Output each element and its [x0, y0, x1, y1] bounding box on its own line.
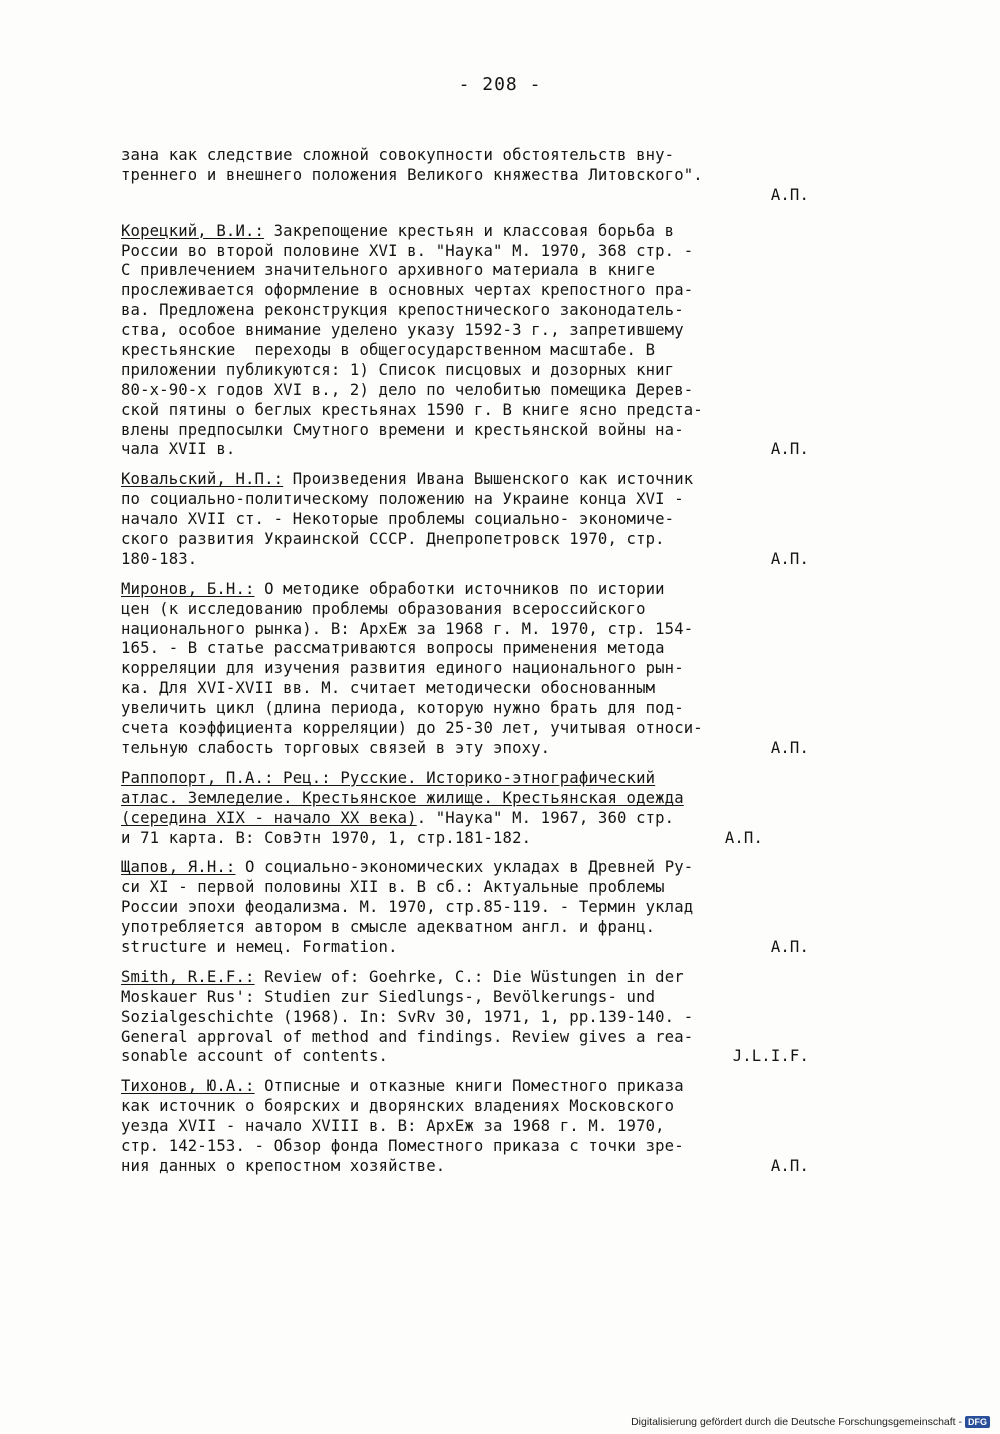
footer-text: Digitalisierung gefördert durch die Deutsche Forschungsgemeinschaft - — [631, 1416, 962, 1428]
entry-text-line: как источник о боярских и дворянских владениях Московского — [121, 1097, 675, 1116]
entry-author: Раппопорт, П.А.: Рец.: Русские. Историко-этнографический — [121, 768, 656, 787]
entry-text-line: начало XVII ст. - Некоторые проблемы социально- экономиче- — [121, 510, 675, 529]
bibliography-entry — [121, 769, 851, 849]
bibliography-entry — [121, 222, 851, 461]
entry-text-line: Закрепощение крестьян и классовая борьба в — [264, 221, 675, 240]
entry-text-line: стр. 142-153. - Обзор фонда Поместного приказа с точки зре- — [121, 1136, 684, 1155]
entry-author: Ковальский, Н.П.: — [121, 470, 284, 489]
entry-text-line: тельную слабость торговых связей в эту эпоху. — [121, 738, 551, 757]
dfg-logo-icon: DFG — [965, 1416, 990, 1428]
reviewer-initials: А.П. — [770, 185, 809, 204]
bibliography-entry — [121, 1077, 851, 1176]
entry-text-line: С привлечением значительного архивного материала в книге — [121, 261, 656, 280]
entry-text-line: Sozialgeschichte (1968). In: SvRv 30, 1971, 1, pp.139-140. - — [121, 1007, 694, 1026]
entry-text-line: влены предпосылки Смутного времени и крестьянской войны на- — [121, 420, 684, 439]
entry-text-line: ской пятины о беглых крестьянах 1590 г. В книге ясно предста- — [121, 400, 703, 419]
bibliography-entry — [121, 470, 851, 569]
entry-text-line: Review of: Goehrke, C.: Die Wüstungen in der — [254, 967, 684, 986]
entry-text-line: ния данных о крепостном хозяйстве. — [121, 1156, 446, 1175]
reviewer-initials: А.П. — [724, 828, 763, 847]
entry-text-line: уезда XVII - начало XVIII в. В: АрхЕж за 1968 г. М. 1970, — [121, 1117, 665, 1136]
entry-text-line: национального рынка). В: АрхЕж за 1968 г. М. 1970, стр. 154- — [121, 619, 694, 638]
page-number: - 208 - — [458, 74, 542, 95]
entry-text-line: и 71 карта. В: СовЭтн 1970, 1, стр.181-182. — [121, 828, 532, 847]
entry-text-line: 165. - В статье рассматриваются вопросы применения метода — [121, 639, 665, 658]
reviewer-initials: А.П. — [770, 440, 809, 459]
entry-text-line: ства, особое внимание уделено указу 1592-3 г., запретившему — [121, 321, 684, 340]
entry-author: Smith, R.E.F.: — [121, 967, 255, 986]
entry-text-line: Moskauer Rus': Studien zur Siedlungs-, Bevölkerungs- und — [121, 987, 656, 1006]
entry-text-line: ского развития Украинской СССР. Днепропетровск 1970, стр. — [121, 530, 665, 549]
entry-text-line: structure и немец. Formation. — [121, 937, 398, 956]
entry-text-line: России во второй половине XVI в. "Наука" М. 1970, 368 стр. - — [121, 241, 694, 260]
entry-text-line: цен (к исследованию проблемы образования всероссийского — [121, 599, 646, 618]
entry-text-line: 180-183. — [121, 549, 198, 568]
entry-text-line: корреляции для изучения развития единого национального рын- — [121, 659, 684, 678]
entry-text-line: по социально-политическому положению на Украине конца XVI - — [121, 490, 684, 509]
entry-text-line: sonable account of contents. — [121, 1047, 389, 1066]
entry-text-line: О социально-экономических укладах в Древней Ру- — [235, 858, 694, 877]
reviewer-initials: А.П. — [770, 549, 809, 568]
entry-text-line: ва. Предложена реконструкция крепостнического законодатель- — [121, 301, 684, 320]
entry-text-line: треннего и внешнего положения Великого княжества Литовского". — [121, 165, 703, 184]
entry-text-line: России эпохи феодализма. М. 1970, стр.85-119. - Термин уклад — [121, 898, 694, 917]
entry-author: Щапов, Я.Н.: — [121, 858, 236, 877]
entry-text-line: крестьянские переходы в общегосударственном масштабе. В — [121, 341, 656, 360]
entry-text-line: приложении публикуются: 1) Список писцовых и дозорных книг — [121, 360, 675, 379]
bibliography-entries — [121, 146, 851, 1177]
bibliography-entry — [121, 146, 851, 206]
entry-text-line: употребляется автором в смысле адекватном англ. и франц. — [121, 918, 656, 937]
reviewer-initials: А.П. — [770, 1156, 809, 1175]
entry-author: Тихонов, Ю.А.: — [121, 1077, 255, 1096]
entry-text-line: атлас. Земледелие. Крестьянское жилище. Крестьянская одежда — [121, 788, 684, 807]
entry-text-line: си XI - первой половины XII в. В сб.: Актуальные проблемы — [121, 878, 665, 897]
bibliography-entry — [121, 858, 851, 957]
bibliography-entry — [121, 580, 851, 759]
entry-text-line: увеличить цикл (длина периода, которую нужно брать для под- — [121, 699, 684, 718]
entry-author: Миронов, Б.Н.: — [121, 579, 255, 598]
bibliography-entry — [121, 968, 851, 1067]
entry-text-line: General approval of method and findings. Review gives a rea- — [121, 1027, 694, 1046]
entry-text-line: О методике обработки источников по истории — [254, 579, 665, 598]
entry-text-line: счета коэффициента корреляции) до 25-30 лет, учитывая относи- — [121, 719, 703, 738]
entry-text-line: ка. Для XVI-XVII вв. М. считает методически обоснованным — [121, 679, 656, 698]
reviewer-initials: J.L.I.F. — [732, 1047, 809, 1066]
entry-text-line: Произведения Ивана Вышенского как источник — [283, 470, 694, 489]
entry-text-line: чала XVII в. — [121, 440, 236, 459]
entry-text-line: зана как следствие сложной совокупности обстоятельств вну- — [121, 146, 675, 164]
entry-text-line: 80-х-90-х годов XVI в., 2) дело по челобитью помещика Дерев- — [121, 380, 694, 399]
digitization-footer — [631, 1416, 990, 1428]
entry-text-line: Отписные и отказные книги Поместного приказа — [254, 1077, 684, 1096]
entry-text-line: (середина XIX - начало XX века). "Наука" М. 1967, 360 стр. — [121, 808, 675, 827]
entry-author: Корецкий, В.И.: — [121, 221, 265, 240]
reviewer-initials: А.П. — [770, 937, 809, 956]
reviewer-initials: А.П. — [770, 738, 809, 757]
entry-text-line: прослеживается оформление в основных чертах крепостного пра- — [121, 281, 694, 300]
